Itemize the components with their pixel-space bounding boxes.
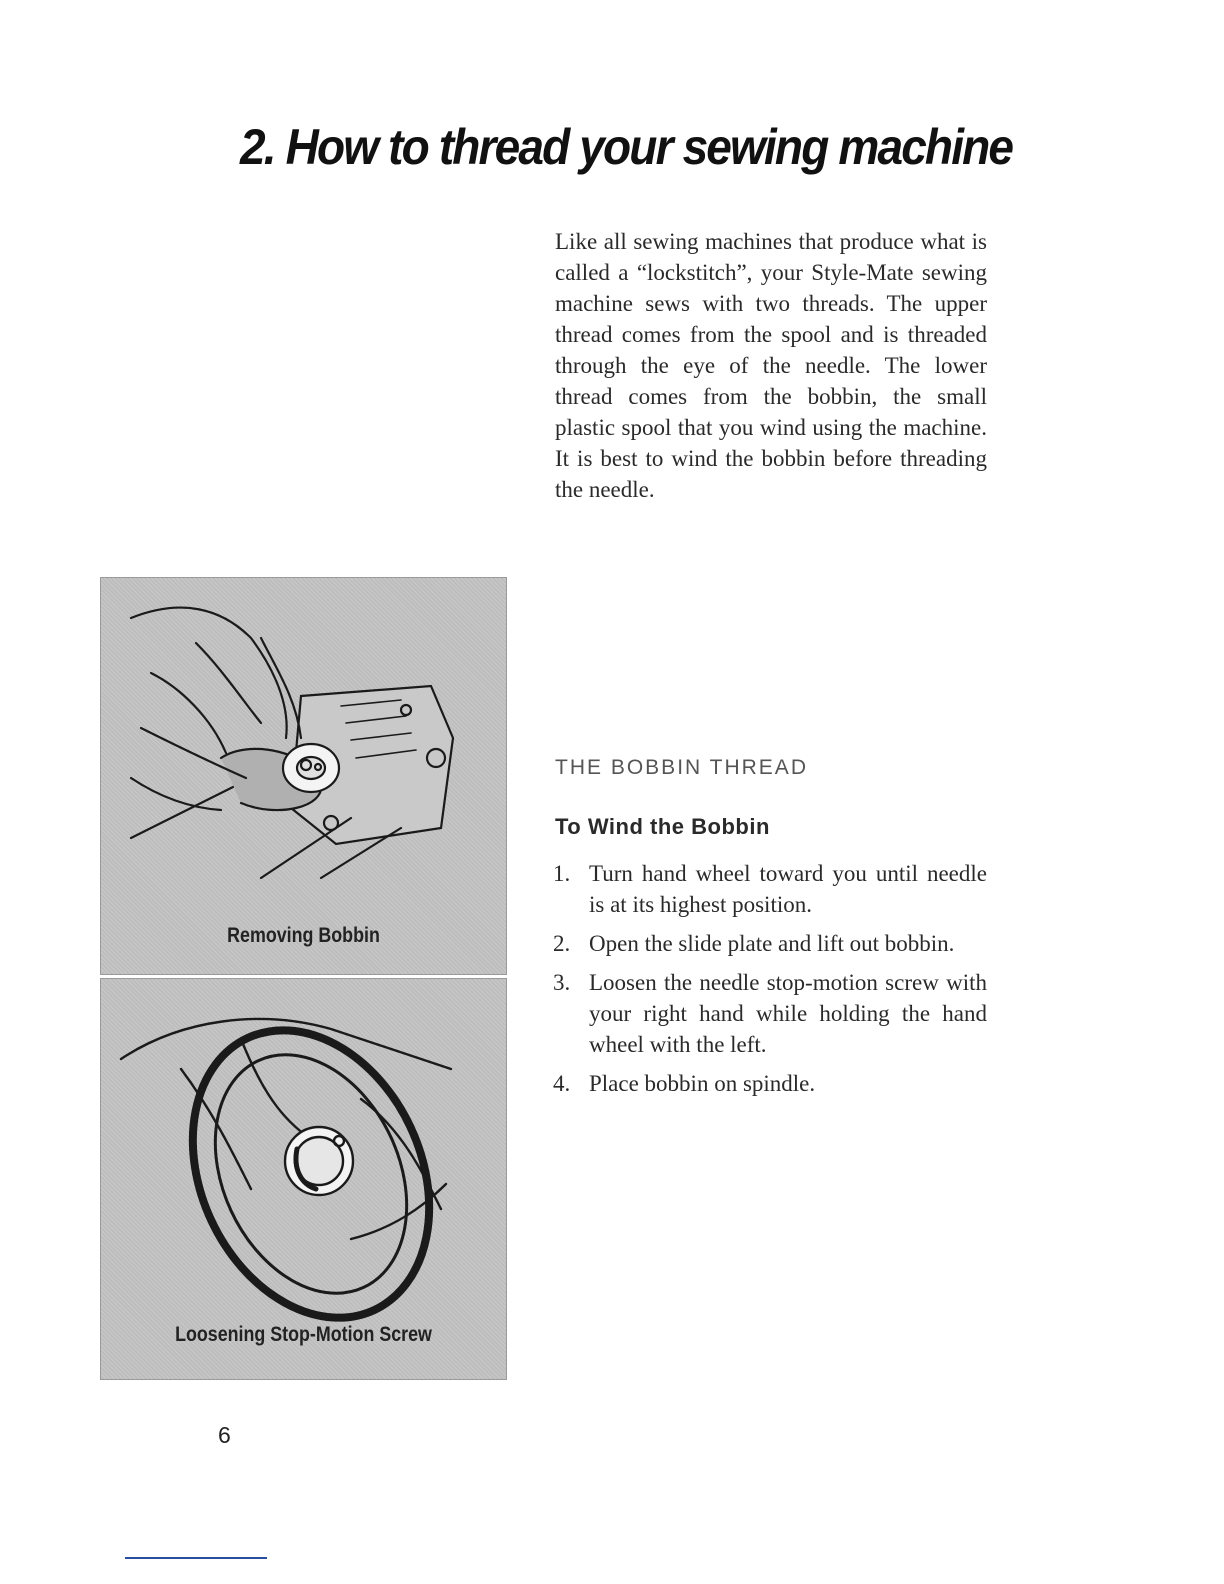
removing-bobbin-illustration [101,578,506,974]
step-text: Place bobbin on spindle. [589,1071,816,1096]
figure-loosening-screw [100,978,507,1380]
list-item [553,858,987,920]
list-item [553,1068,987,1099]
loosening-screw-illustration [101,979,506,1379]
step-number: 3. [553,970,571,995]
figure-removing-bobbin [100,577,507,975]
intro-paragraph: Like all sewing machines that produce what is called a “lockstitch”, your Style-Mate sewing machine sews with two threads. The upper thread comes from the spool and is threaded through the eye of the needle. The lower thread comes from the bobbin, the small plastic spool that you wind using the machine. It is best to wind the bobbin before threading the needle. [555,229,987,502]
figure-caption: Removing Bobbin [227,924,380,947]
list-item [553,967,987,1060]
step-text: Turn hand wheel toward you until needle is at its highest position. [589,861,987,917]
step-text: Open the slide plate and lift out bobbin. [589,931,955,956]
sub-heading: To Wind the Bobbin [555,814,770,839]
page-title: 2. How to thread your sewing machine [240,119,1013,175]
step-number: 1. [553,861,571,886]
section-heading: THE BOBBIN THREAD [555,756,808,779]
list-item [553,928,987,959]
steps-list [553,858,987,1107]
step-number: 4. [553,1071,571,1096]
divider [125,1557,267,1559]
page-number: 6 [218,1422,231,1448]
figure-caption: Loosening Stop-Motion Screw [175,1323,432,1346]
step-number: 2. [553,931,571,956]
step-text: Loosen the needle stop-motion screw with your right hand while holding the hand wheel with the left. [589,970,987,1057]
